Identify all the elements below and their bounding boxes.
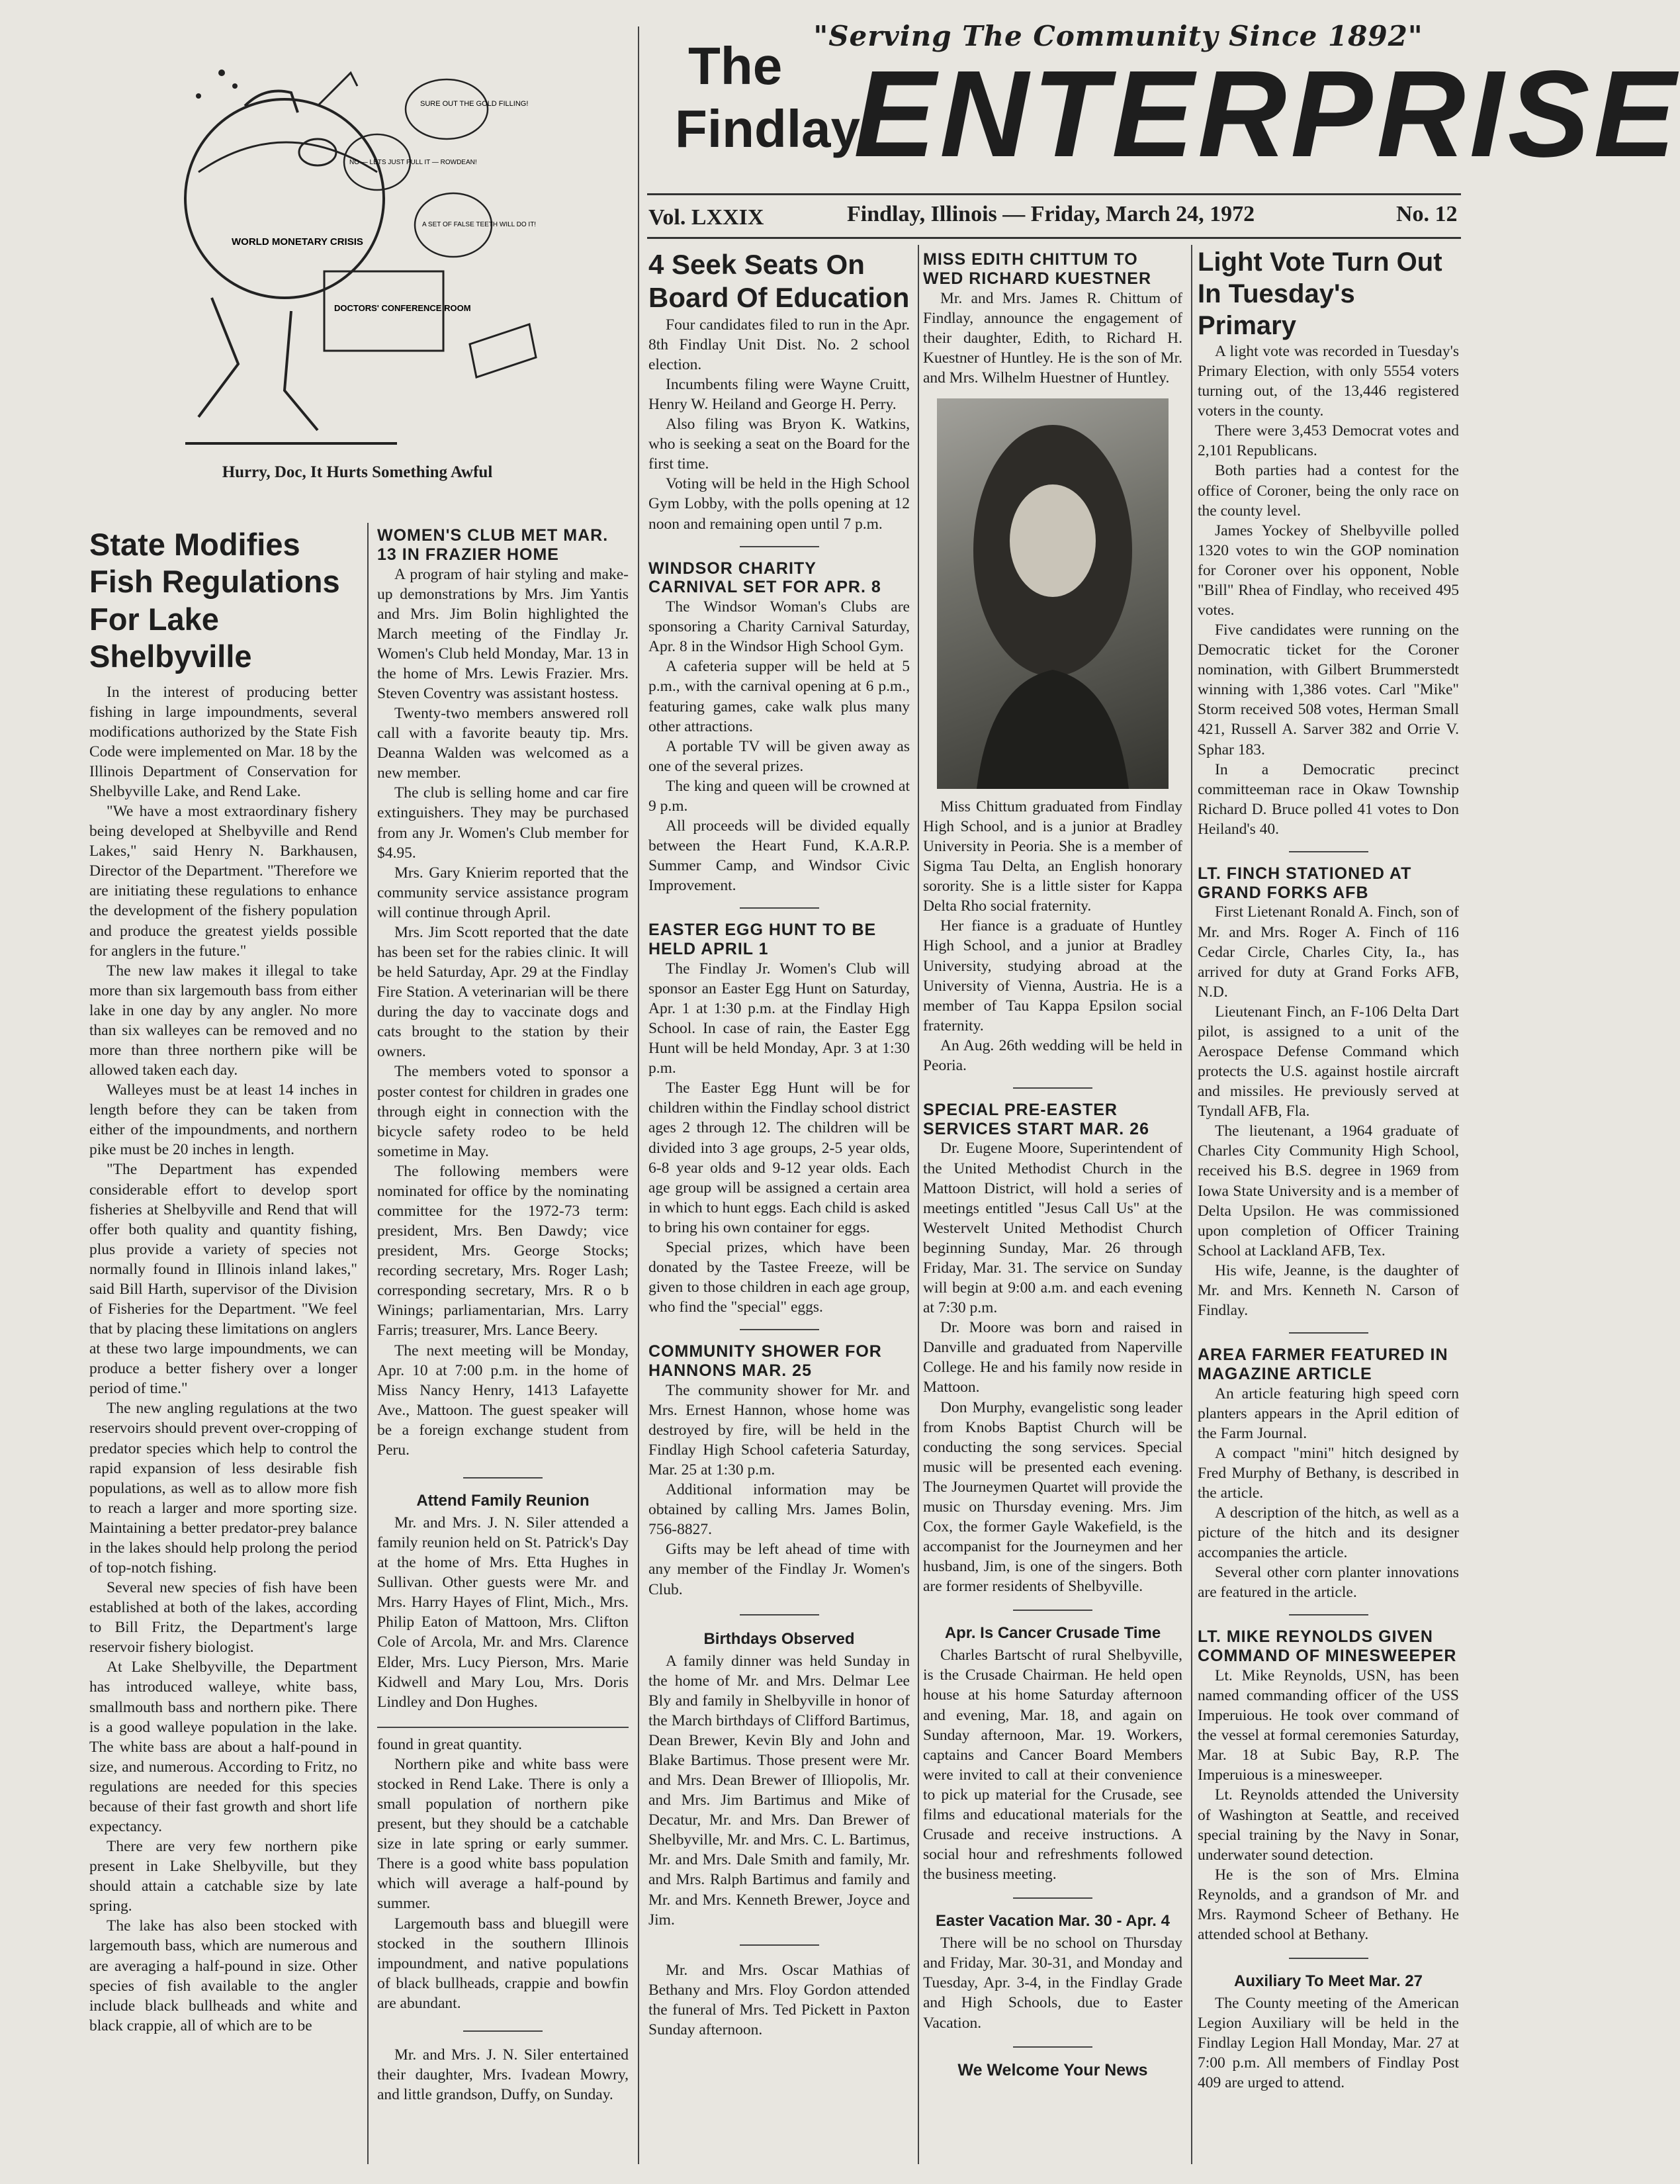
reunion-body: Mr. and Mrs. J. N. Siler attended a family reunion held on St. Patrick's Day at the home of Mrs. Etta Hughes in Sullivan. Other guests were Mr. and Mrs. Harry Hayes of Flint, Mich., Mrs. Philip Eaton of Mattoon, Mrs. Clifton Cole of Arcola, Mr. and Mrs. Clarence Elder, Mrs. Lucy Pierson, Mrs. Marie Kidwell and Mary Lou, Mrs. Doris Lindley and Don Hughes.	[377, 1514, 629, 1711]
auxiliary-headline: Auxiliary To Meet Mar. 27	[1234, 1972, 1423, 1991]
sign-text: DOCTORS' CONFERENCE ROOM	[334, 303, 471, 313]
shower-headline: COMMUNITY SHOWER FOR HANNONS MAR. 25	[648, 1342, 882, 1380]
siler-note: Mr. and Mrs. J. N. Siler entertained their daughter, Mrs. Ivadean Mowry, and little grandson, Duffy, on Sunday.	[377, 2046, 629, 2104]
globe-label: WORLD MONETARY CRISIS	[232, 236, 363, 248]
masthead-the: The	[688, 36, 783, 95]
farmer-paragraph: Several other corn planter innovations are featured in the article.	[1198, 1564, 1459, 1602]
easter-egg-headline: EASTER EGG HUNT TO BE HELD APRIL 1	[648, 921, 877, 959]
separator	[1013, 2046, 1092, 2048]
fish-paragraph: "The Department has expended considerable effort to develop sport fisheries at Shelbyville and Rend that will offer both quality and quantity fishing, plus provide a variety of species not normally found in Illinois inland lakes," said Bill Harth, supervisor of the Division of Fisheries for the Department. "We feel that by placing these limitations on anglers at these two large impoundments, we can produce a better fishery over a longer period of time."	[89, 1161, 357, 1398]
primary-paragraph: Both parties had a contest for the office of Coroner, being the only race on the county level.	[1198, 462, 1459, 520]
easter-egg-paragraph: The Easter Egg Hunt will be for children within the Findlay school district ages 2 through 12. The children will be divided into 3 age groups, 2-5 year olds, 6-8 year olds and 9-12 year olds. Each age group will be assigned a certain area in which to hunt eggs. Each child is asked to bring his own container for eggs.	[648, 1079, 910, 1236]
issue-number: No. 12	[1396, 202, 1458, 226]
fish-continuation-paragraph: found in great quantity.	[377, 1735, 523, 1753]
womens-club-paragraph: Mrs. Jim Scott reported that the date has been set for the rabies clinic. It will be held Saturday, Apr. 29 at the Findlay Fire Station. A veterinarian will be there during the day to vaccinate dogs and cats brought to the station by their owners.	[377, 923, 629, 1061]
pliers-icon	[470, 324, 536, 377]
reynolds-body	[1198, 1666, 1459, 1944]
shower-paragraph: Additional information may be obtained by calling Mrs. James Bolin, 756-8827.	[648, 1481, 910, 1539]
fish-body	[89, 682, 357, 2036]
chittum-headline: MISS EDITH CHITTUM TO WED RICHARD KUESTNER	[923, 250, 1151, 288]
fish-paragraph: The new angling regulations at the two reservoirs should prevent over-cropping of predator species which help to control the rapid expansion of less desirable fish populations, as well as to allow more fish to reach a larger and more sporting size. Maintaining a better predator-prey balance in the lakes should help prolong the period of top-notch fishing.	[89, 1400, 357, 1576]
womens-club-paragraph: The next meeting will be Monday, Apr. 10 at 7:00 p.m. in the home of Miss Nancy Henry, 1413 Lafayette Ave., Mattoon. The guest speaker will be a foreign exchange student from Peru.	[377, 1342, 629, 1459]
farmer-paragraph: A description of the hitch, as well as a picture of the hitch and its designer accompanies the article.	[1198, 1504, 1459, 1562]
board-body	[648, 315, 910, 534]
womens-club-paragraph: Mrs. Gary Knierim reported that the community service assistance program will continue through April.	[377, 864, 629, 921]
finch-body	[1198, 902, 1459, 1320]
board-paragraph: Voting will be held in the High School Gym Lobby, with the polls opening at 12 noon and remaining open until 7 p.m.	[648, 475, 910, 533]
shower-paragraph: The community shower for Mr. and Mrs. Ernest Hannon, whose home was destroyed by fire, will be held in the Findlay High School cafeteria Saturday, Mar. 25 at 1:30 p.m.	[648, 1381, 910, 1479]
easter-egg-paragraph: Special prizes, which have been donated by the Tastee Freeze, will be given to those children in each age group, who find the "special" eggs.	[648, 1238, 910, 1316]
reynolds-paragraph: Lt. Reynolds attended the University of Washington at Seattle, and received special training by the Navy in Sonar, underwater sound detection.	[1198, 1786, 1459, 1864]
birthdays-headline: Birthdays Observed	[703, 1629, 855, 1648]
chittum-intro: Mr. and Mrs. James R. Chittum of Findlay, announce the engagement of their daughter, Edith, to Richard H. Kuestner of Huntley. He is the son of Mr. and Mrs. Wilhelm Huestner of Huntley.	[923, 289, 1182, 387]
windsor-body	[648, 597, 910, 895]
separator	[740, 1614, 819, 1615]
primary-headline: Light Vote Turn Out In Tuesday's Primary	[1198, 248, 1442, 340]
column-divider-4	[1191, 245, 1192, 2164]
chittum-paragraph: Miss Chittum graduated from Findlay High School, and is a junior at Bradley University in Peoria. She is a member of Sigma Tau Delta, an English honorary sorority. She is a little sister for Kappa Delta Rho social fraternity.	[923, 797, 1182, 915]
womens-club-paragraph: A program of hair styling and make-up demonstrations by Mrs. Jim Yantis and Mrs. Jim Bolin highlighted the March meeting of the Findlay Jr. Women's Club held Monday, Mar. 13 in the home of Mrs. Lewis Frazier. Mrs. Steven Coventry was assistant hostess.	[377, 565, 629, 702]
separator	[1013, 1610, 1092, 1611]
fish-paragraph: The lake has also been stocked with largemouth bass, which are numerous and are averaging a half-pound in size. Other species of fish available to the angler include black bullheads and white and black crappie, all of which are to be	[89, 1917, 357, 2034]
fish-paragraph: Several new species of fish have been established at both of the lakes, according to Bill Fritz, the Department's large reservoir fishery biologist.	[89, 1579, 357, 1657]
finch-paragraph: The lieutenant, a 1964 graduate of Charles City Community High School, received his B.S. degree in 1969 from Iowa State University and is a member of Delta Upsilon. He was commissioned upon completion of Officer Training School at Lackland AFB, Tex.	[1198, 1122, 1459, 1259]
speech-bubble-1	[406, 79, 488, 139]
column-3	[648, 248, 910, 2161]
fish-headline: State Modifies Fish Regulations For Lake Shelbyville	[89, 527, 340, 674]
chittum-photo	[937, 398, 1169, 789]
fish-paragraph: At Lake Shelbyville, the Department has introduced walleye, white bass, smallmouth bass and northern pike. There is a good walleye population in the lake. The white bass are about a half-pound in size, and numerous. According to Fritz, no regulations are needed for this species because of their fast growth and short life expectancy.	[89, 1659, 357, 1836]
pre-easter-paragraph: Dr. Eugene Moore, Superintendent of the United Methodist Church in the Mattoon District, will hold a series of meetings entitled "Jesus Call Us" at the Westervelt United Methodist Church beginning Sunday, Mar. 26 through Friday, Mar. 31. The service on Sunday will begin at 9:00 a.m. and each evening at 7:30 p.m.	[923, 1140, 1182, 1317]
dental-chair	[185, 298, 397, 443]
masthead-motto: "Serving The Community Since 1892"	[813, 20, 1423, 52]
chittum-body	[923, 797, 1182, 1075]
windsor-paragraph: The king and queen will be crowned at 9 p.m.	[648, 777, 910, 815]
bubble-text-1: SURE OUT THE GOLD FILLING!	[420, 100, 529, 108]
windsor-paragraph: A cafeteria supper will be held at 5 p.m., with the carnival opening at 6 p.m., featuring games, cake walk plus many other attractions.	[648, 658, 910, 735]
column-divider-3	[918, 245, 919, 2164]
separator	[1013, 1897, 1092, 1899]
board-paragraph: Incumbents filing were Wayne Cruitt, Henry W. Heiland and George H. Perry.	[648, 376, 910, 414]
masthead-title: ENTERPRISE	[854, 46, 1680, 183]
pre-easter-body	[923, 1138, 1182, 1596]
fish-continuation	[377, 1735, 629, 2013]
separator	[1289, 1958, 1368, 1959]
pre-easter-headline: SPECIAL PRE-EASTER SERVICES START MAR. 26	[923, 1100, 1149, 1138]
primary-paragraph: James Yockey of Shelbyville polled 1320 votes to win the GOP nomination for Coroner over his opponent, Noble "Bill" Rhea of Findlay, who received 495 votes.	[1198, 522, 1459, 619]
separator	[740, 1329, 819, 1330]
separator	[1289, 851, 1368, 852]
auxiliary-body: The County meeting of the American Legion Auxiliary will be held in the Findlay Legion Hall Monday, Mar. 27 at 7:00 p.m. All members of Findlay Post 409 are urged to attend.	[1198, 1995, 1459, 2092]
easter-egg-paragraph: The Findlay Jr. Women's Club will sponsor an Easter Egg Hunt on Saturday, Apr. 1 at 1:30 p.m. at the Findlay High School. In case of rain, the Easter Egg Hunt will be held Monday, Apr. 3 at 1:30 p.m.	[648, 960, 910, 1077]
column-2	[377, 526, 629, 2161]
cartoon-drawing	[159, 46, 556, 457]
fish-paragraph: Walleyes must be at least 14 inches in length before they can be taken from either of the impoundments, and northern pike must be 20 inches in length.	[89, 1081, 357, 1159]
primary-body	[1198, 341, 1459, 839]
board-headline: 4 Seek Seats On Board Of Education	[648, 249, 910, 314]
womens-club-paragraph: The following members were nominated for office by the nominating committee for the 1972-73 term: president, Mrs. Ben Dawdy; vice president, Mrs. George Stocks; recording secretary, Mrs. Roger Lash; corresponding secretary, Mrs. R o b Winings; parliamentarian, Mrs. Larry Farris; treasurer, Mrs. Lance Beery.	[377, 1162, 629, 1340]
column-divider-main	[638, 26, 639, 2164]
separator	[463, 1477, 543, 1479]
bubble-text-3: A SET OF FALSE TEETH WILL DO IT!	[422, 221, 537, 228]
womens-club-paragraph: Twenty-two members answered roll call with a favorite beauty tip. Mrs. Deanna Walden was welcomed as a new member.	[377, 705, 629, 782]
womens-club-paragraph: The members voted to sponsor a poster contest for children in grades one through eight in connection with the bicycle safety rodeo to be held sometime in May.	[377, 1063, 629, 1160]
globe-head	[185, 99, 384, 298]
separator	[1289, 1332, 1368, 1334]
windsor-paragraph: A portable TV will be given away as one of the several prizes.	[648, 737, 910, 775]
finch-paragraph: Lieutenant Finch, an F-106 Delta Dart pilot, is assigned to a unit of the Aerospace Defense Command which protects the U.S. against hostile aircraft and missiles. He previously served at Tyndall AFB, Fla.	[1198, 1003, 1459, 1120]
farmer-headline: AREA FARMER FEATURED IN MAGAZINE ARTICLE	[1198, 1345, 1448, 1383]
finch-paragraph: First Lietenant Ronald A. Finch, son of Mr. and Mrs. Roger A. Finch of 116 Cedar Circle, Charles City, Ia., has arrived for duty at Grand Forks AFB, N.D.	[1198, 903, 1459, 1001]
primary-paragraph: A light vote was recorded in Tuesday's Primary Election, with only 5554 voters turning out, of the 13,446 registered voters in the county.	[1198, 343, 1459, 420]
continuation-rule	[377, 1727, 629, 1728]
bubble-text-2: NO — LETS JUST PULL IT — ROWDEAN!	[349, 159, 477, 166]
windsor-headline: WINDSOR CHARITY CARNIVAL SET FOR APR. 8	[648, 559, 881, 597]
finch-headline: LT. FINCH STATIONED AT GRAND FORKS AFB	[1198, 864, 1412, 902]
editorial-cartoon	[159, 46, 556, 457]
fish-paragraph: The new law makes it illegal to take more than six largemouth bass from either lake in one day by any angler. No more than six walleyes can be removed and no more than three northern pike will be allowed taken each day.	[89, 962, 357, 1079]
separator	[740, 546, 819, 547]
pre-easter-paragraph: Don Murphy, evangelistic song leader from Knobs Baptist Church will be conducting the song services. Special music will be presented each evening. The Journeymen Quartet will provide the music on Thursday evening. Mrs. Jim Cox, the former Gayle Wakefield, is the accompanist for the Journeymen and her husband, Jim, is one of the singers. Both are former residents of Shelbyville.	[923, 1398, 1182, 1596]
primary-paragraph: In a Democratic precinct committeeman race in Okaw Township Richard D. Bruce polled 41 votes to Don Heiland's 40.	[1198, 760, 1459, 838]
reunion-headline: Attend Family Reunion	[416, 1492, 590, 1510]
vacation-body: There will be no school on Thursday and Friday, Mar. 30-31, and Monday and Tuesday, Apr. 3-4, in the Findlay Grade and High Schools, due to Easter Vacation.	[923, 1934, 1182, 2032]
cartoon-caption: Hurry, Doc, It Hurts Something Awful	[222, 463, 493, 481]
mathias-note: Mr. and Mrs. Oscar Mathias of Bethany and Mrs. Floy Gordon attended the funeral of Mrs. Ted Pickett in Paxton Sunday afternoon.	[648, 1961, 910, 2038]
windsor-paragraph: The Windsor Woman's Clubs are sponsoring a Charity Carnival Saturday, Apr. 8 in the Windsor High School Gym.	[648, 598, 910, 656]
primary-paragraph: There were 3,453 Democrat votes and 2,101 Republicans.	[1198, 422, 1459, 460]
fish-continuation-paragraph: Largemouth bass and bluegill were stocked in the southern Illinois impoundment, and native populations of black bullheads, crappie and bowfin are abundant.	[377, 1915, 629, 2012]
farmer-paragraph: A compact "mini" hitch designed by Fred Murphy of Bethany, is described in the article.	[1198, 1444, 1459, 1502]
cancer-body: Charles Bartscht of rural Shelbyville, is the Crusade Chairman. He held open house at his home Saturday afternoon and evening, Mar. 18, and again on Sunday afternoon, Mar. 19. Workers, captains and Cancer Board Members were invited to call at their convenience to pick up material for the Crusade, see films and educational materials for the Crusade and receive instructions. A social hour and refreshments followed the business meeting.	[923, 1647, 1182, 1884]
fish-paragraph: There are very few northern pike present in Lake Shelbyville, but they should attain a catchable size by late spring.	[89, 1838, 357, 1915]
farmer-body	[1198, 1384, 1459, 1603]
board-paragraph: Also filing was Bryon K. Watkins, who is seeking a seat on the Board for the first time.	[648, 416, 910, 473]
separator	[1013, 1087, 1092, 1089]
reynolds-paragraph: Lt. Mike Reynolds, USN, has been named commanding officer of the USS Imperuious. He took over command of the vessel at formal ceremonies Saturday, Mar. 18 at Subic Bay, R.P. The Imperuious is a minesweeper.	[1198, 1666, 1459, 1784]
fish-paragraph: In the interest of producing better fishing in large impoundments, several modifications authorized by the State Fish Code were implemented on Mar. 18 by the Illinois Department of Conservation for Shelbyville Lake, and Rend Lake.	[89, 683, 357, 800]
fish-article	[89, 526, 357, 2161]
separator	[740, 1944, 819, 1946]
welcome-news: We Welcome Your News	[957, 2060, 1148, 2079]
womens-club-headline: WOMEN'S CLUB MET MAR. 13 IN FRAZIER HOME	[377, 526, 609, 564]
cancer-headline: Apr. Is Cancer Crusade Time	[944, 1624, 1161, 1643]
shower-paragraph: Gifts may be left ahead of time with any member of the Findlay Jr. Women's Club.	[648, 1541, 910, 1598]
reynolds-headline: LT. MIKE REYNOLDS GIVEN COMMAND OF MINESWEEPER	[1198, 1627, 1457, 1666]
portrait-icon	[937, 398, 1169, 789]
column-4	[923, 250, 1182, 2163]
finch-paragraph: His wife, Jeanne, is the daughter of Mr. and Mrs. Kenneth N. Carson of Findlay.	[1198, 1261, 1459, 1320]
separator	[1289, 1614, 1368, 1615]
chittum-paragraph: Her fiance is a graduate of Huntley High School, and a junior at Bradley University, studying abroad at the University of Vienna, Austria. He is a member of Tau Kappa Epsilon social fraternity.	[923, 917, 1182, 1034]
masthead-findlay: Findlay	[675, 99, 861, 158]
chittum-paragraph: An Aug. 26th wedding will be held in Peoria.	[923, 1036, 1182, 1074]
vacation-headline: Easter Vacation Mar. 30 - Apr. 4	[936, 1912, 1170, 1931]
separator	[463, 2030, 543, 2032]
reynolds-paragraph: He is the son of Mrs. Elmina Reynolds, and a grandson of Mr. and Mrs. Raymond Scheer of Bethany. He attended school at Bethany.	[1198, 1866, 1459, 1943]
pre-easter-paragraph: Dr. Moore was born and raised in Danville and graduated from Naperville College. He and his family now reside in Mattoon.	[923, 1319, 1182, 1396]
fish-continuation-paragraph: Northern pike and white bass were stocked in Rend Lake. There is only a small population of northern pike present, but they should be a catchable size in late spring or early summer. There is a good white bass population which will average a half-pound by summer.	[377, 1755, 629, 1913]
board-paragraph: Four candidates filed to run in the Apr. 8th Findlay Unit Dist. No. 2 school election.	[648, 316, 910, 373]
womens-club-body	[377, 565, 629, 1461]
farmer-paragraph: An article featuring high speed corn planters appears in the April edition of the Farm Journal.	[1198, 1385, 1459, 1442]
shower-body	[648, 1381, 910, 1600]
column-divider-1	[367, 523, 369, 2164]
volume-number: Vol. LXXIX	[648, 205, 764, 230]
masthead-rule-top	[647, 193, 1461, 195]
birthdays-body: A family dinner was held Sunday in the home of Mr. and Mrs. Delmar Lee Bly and family in Shelbyville in honor of the March birthdays of Clifford Bartimus, Dean Brewer, Kevin Bly and John and Blake Bartimus. Those present were Mr. and Mrs. Dean Brewer of Illiopolis, Mr. and Mrs. Jim Bartimus and Mike of Decatur, Mr. and Mrs. Dan Brewer of Shelbyville, Mr. and Mrs. C. L. Bartimus, Mr. and Mrs. Dale Smith and family, Mr. and Mrs. Ralph Bartimus and family and Mr. and Mrs. Kenneth Brewer, Joyce and Jim.	[648, 1652, 910, 1929]
primary-paragraph: Five candidates were running on the Democratic ticket for the Coroner nomination, with Gilbert Brummerstedt winning with 1,386 votes. Carl "Mike" Storm received 508 votes, Herman Small 421, Russell A. Sarver 382 and Orrie V. Sphar 183.	[1198, 621, 1459, 758]
column-5	[1198, 246, 1459, 2159]
womens-club-paragraph: The club is selling home and car fire extinguishers. They may be purchased from any Jr. Women's Club member for $4.95.	[377, 784, 629, 862]
windsor-paragraph: All proceeds will be divided equally between the Heart Fund, K.A.R.P. Summer Camp, and Windsor Civic Improvement.	[648, 817, 910, 895]
separator	[740, 907, 819, 909]
fish-paragraph: "We have a most extraordinary fishery being developed at Shelbyville and Rend Lakes," said Henry N. Barkhausen, Director of the Department. "Therefore we are initiating these regulations to enhance the development of the fishery population and produce the greatest yields possible for anglers in the future."	[89, 803, 357, 960]
dateline: Findlay, Illinois — Friday, March 24, 1972	[847, 202, 1255, 226]
easter-egg-body	[648, 959, 910, 1317]
masthead-rule-bottom	[647, 237, 1461, 239]
